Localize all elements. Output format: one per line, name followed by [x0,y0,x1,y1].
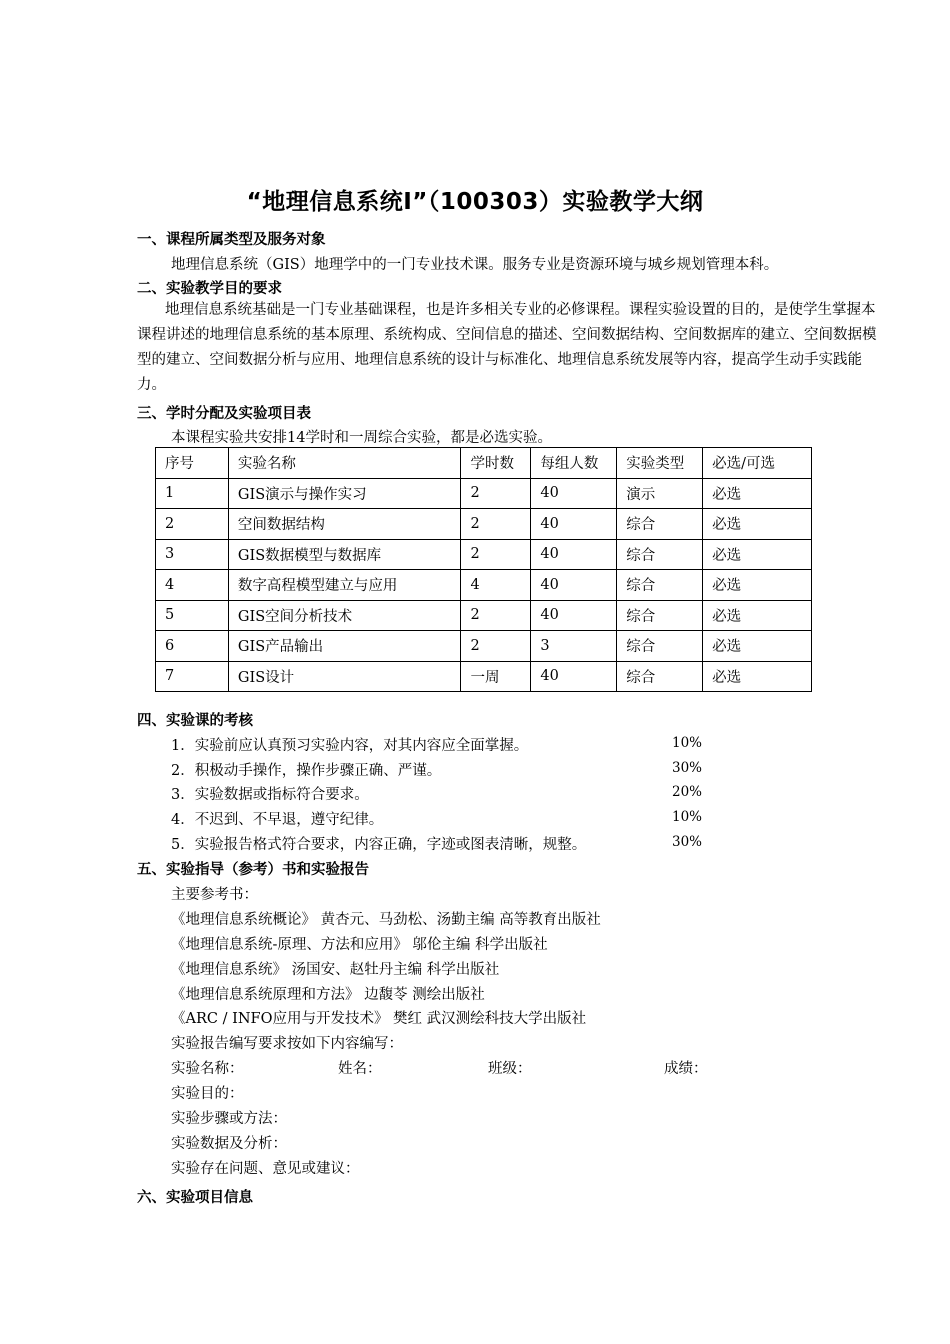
table-cell: 2 [461,600,531,631]
references-label: 主要参考书： [171,887,258,903]
report-student-label: 姓名： [338,1061,382,1077]
table-cell: 必选 [703,570,812,601]
table-cell: 演示 [617,478,703,509]
report-name-label: 实验名称： [171,1061,244,1077]
table-cell: 综合 [617,539,703,570]
table-cell: 2 [156,509,229,540]
table-cell: GIS空间分析技术 [228,600,461,631]
table-cell: 综合 [617,631,703,662]
report-item: 实验目的： [171,1086,244,1102]
reference-book: 《地理信息系统》 汤国安、赵牡丹主编 科学出版社 [171,962,500,978]
table-cell: 40 [531,478,617,509]
table-cell: 必选 [703,478,812,509]
table-cell: 3 [531,631,617,662]
table-cell: 必选 [703,631,812,662]
table-cell: GIS数据模型与数据库 [228,539,461,570]
table-cell: 综合 [617,509,703,540]
table-row [156,478,812,509]
section-4-heading: 四、实验课的考核 [137,713,253,729]
table-cell: 6 [156,631,229,662]
table-cell: 5 [156,600,229,631]
table-cell: GIS演示与操作实习 [228,478,461,509]
table-cell: 4 [156,570,229,601]
table-cell: 空间数据结构 [228,509,461,540]
report-intro: 实验报告编写要求按如下内容编写： [171,1036,403,1052]
table-cell: 2 [461,539,531,570]
table-header: 学时数 [461,448,531,479]
assessment-item: 3．实验数据或指标符合要求。 [171,787,369,803]
table-cell: 1 [156,478,229,509]
table-cell: 40 [531,509,617,540]
section-2-heading: 二、实验教学目的要求 [137,281,282,297]
table-row [156,600,812,631]
assessment-percent: 10% [672,735,703,751]
table-cell: 3 [156,539,229,570]
section-3-intro: 本课程实验共安排14学时和一周综合实验，都是必选实验。 [171,430,552,446]
table-row [156,631,812,662]
table-cell: 一周 [461,661,531,692]
assessment-item: 4．不迟到、不早退，遵守纪律。 [171,812,384,828]
table-header: 序号 [156,448,229,479]
table-cell: 数字高程模型建立与应用 [228,570,461,601]
assessment-percent: 30% [672,834,703,850]
section-6-heading: 六、实验项目信息 [137,1190,253,1206]
reference-book: 《地理信息系统-原理、方法和应用》 邬伦主编 科学出版社 [171,937,548,953]
table-row [156,539,812,570]
table-cell: 综合 [617,661,703,692]
section-2-text: 地理信息系统基础是一门专业基础课程，也是许多相关专业的必修课程。课程实验设置的目的，是使学生掌握本课程讲述的地理信息系统的基本原理、系统构成、空间信息的描述、空间数据结构、空间数据库的建立、空间数据模型的建立、空间数据分析与应用、地理信息系统的设计与标准化、地理信息系统发展等内容，提高学生动手实践能力。 [137,302,877,393]
report-item: 实验数据及分析： [171,1136,287,1152]
table-header: 实验名称 [228,448,461,479]
table-row [156,570,812,601]
table-header: 实验类型 [617,448,703,479]
assessment-item: 2．积极动手操作，操作步骤正确、严谨。 [171,763,442,779]
table-row [156,509,812,540]
table-cell: 2 [461,478,531,509]
section-1-text: 地理信息系统（GIS）地理学中的一门专业技术课。服务专业是资源环境与城乡规划管理本科。 [171,257,779,273]
table-cell: 2 [461,631,531,662]
section-3-heading: 三、学时分配及实验项目表 [137,406,311,422]
report-grade-label: 成绩： [664,1061,708,1077]
table-cell: 综合 [617,570,703,601]
table-cell: 必选 [703,661,812,692]
document-title: “地理信息系统Ⅰ”（100303）实验教学大纲 [246,189,704,215]
assessment-percent: 20% [672,784,703,800]
section-1-heading: 一、课程所属类型及服务对象 [137,232,326,248]
table-cell: 40 [531,539,617,570]
report-class-label: 班级： [488,1061,532,1077]
assessment-percent: 10% [672,809,703,825]
table-cell: 7 [156,661,229,692]
report-item: 实验存在问题、意见或建议： [171,1161,360,1177]
reference-book: 《地理信息系统概论》 黄杏元、马劲松、汤勤主编 高等教育出版社 [171,912,601,928]
report-item: 实验步骤或方法： [171,1111,287,1127]
table-header-row [156,448,812,479]
assessment-item: 1．实验前应认真预习实验内容，对其内容应全面掌握。 [171,738,529,754]
table-header: 每组人数 [531,448,617,479]
table-row [156,661,812,692]
table-cell: 4 [461,570,531,601]
table-cell: 综合 [617,600,703,631]
table-cell: 2 [461,509,531,540]
table-header: 必选/可选 [703,448,812,479]
table-cell: 必选 [703,539,812,570]
experiment-table [155,447,812,692]
table-cell: 40 [531,570,617,601]
table-cell: 必选 [703,509,812,540]
section-5-heading: 五、实验指导（参考）书和实验报告 [137,862,369,878]
table-cell: 40 [531,661,617,692]
table-cell: 必选 [703,600,812,631]
reference-book: 《地理信息系统原理和方法》 边馥苓 测绘出版社 [171,987,485,1003]
table-cell: 40 [531,600,617,631]
reference-book: 《ARC / INFO应用与开发技术》 樊红 武汉测绘科技大学出版社 [171,1011,587,1027]
assessment-item: 5．实验报告格式符合要求，内容正确，字迹或图表清晰，规整。 [171,837,587,853]
table-cell: GIS设计 [228,661,461,692]
assessment-percent: 30% [672,760,703,776]
table-cell: GIS产品输出 [228,631,461,662]
